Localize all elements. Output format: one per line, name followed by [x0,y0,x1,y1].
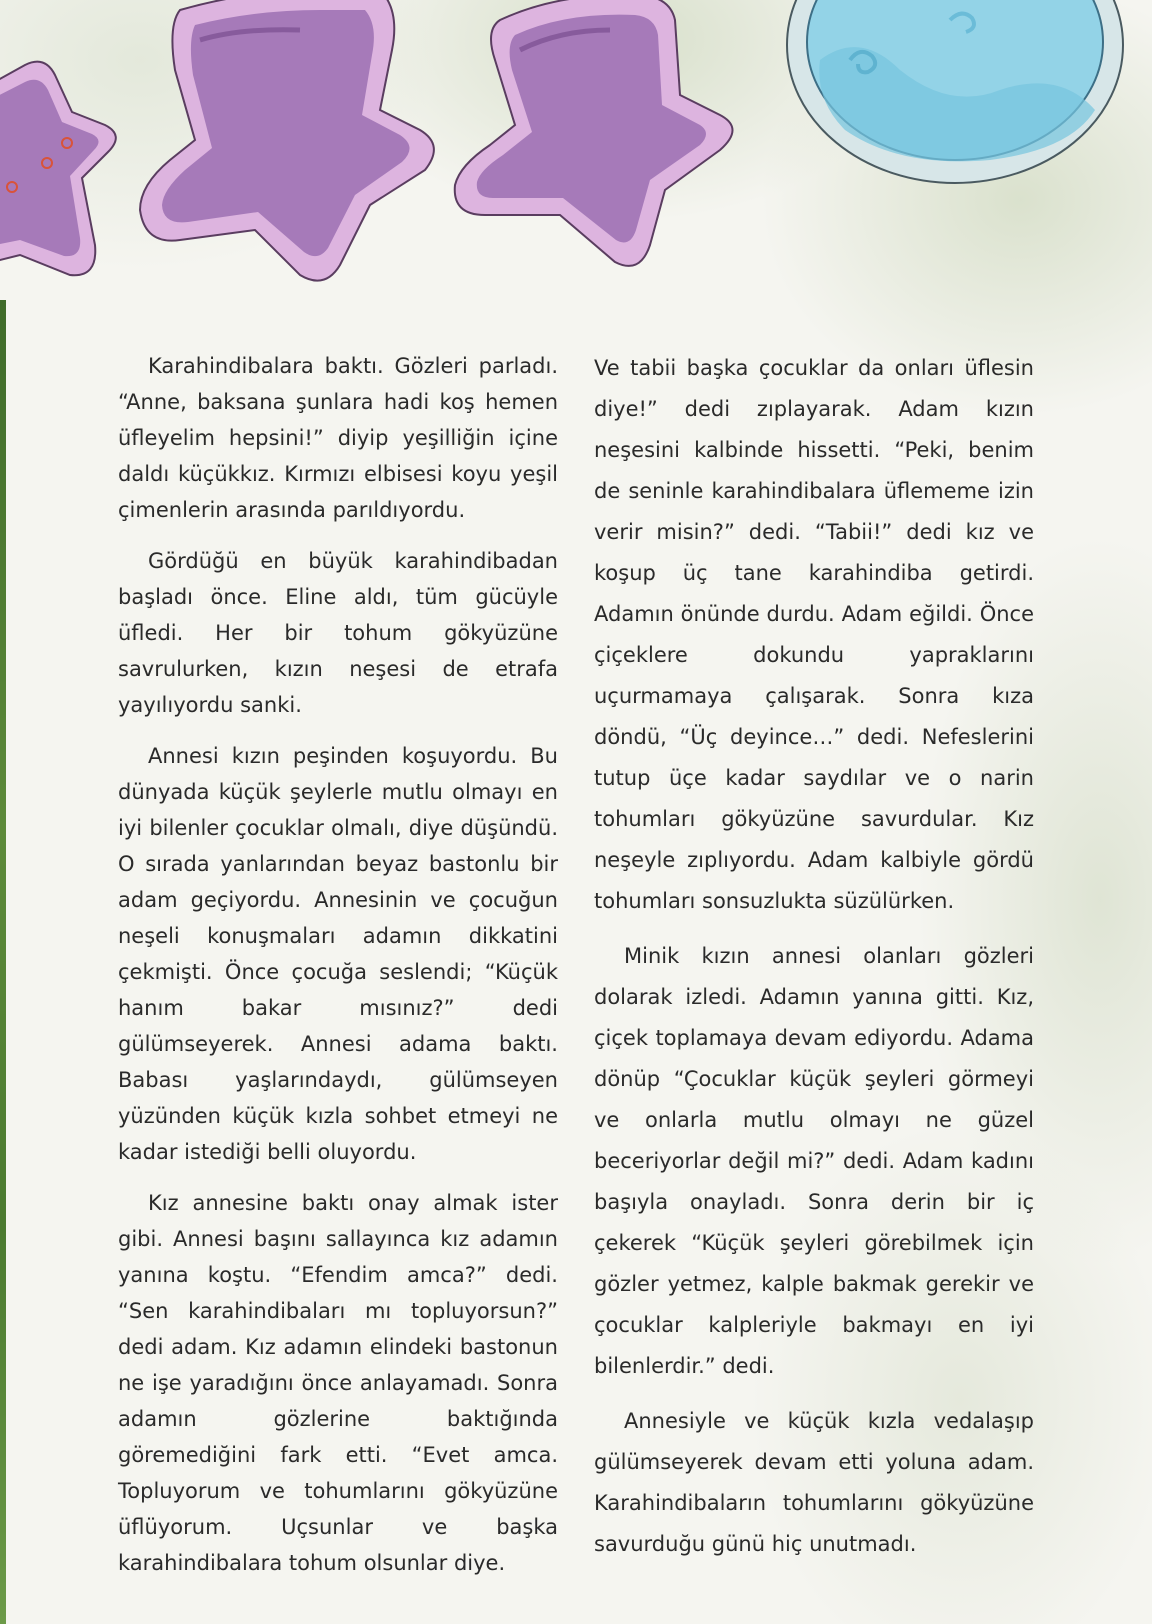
header-decoration [0,0,1152,300]
grass-edge [0,300,6,1624]
story-paragraph: Kız annesine baktı onay almak ister gibi. Annesi başını sallayınca kız adamın yanına koştu. “Efendim amca?” dedi. “Sen karahindibaları mı topluyorsun?” dedi adam. Kız adamın elindeki bastonun ne işe yaradığını önce anlayamadı. Sonra adamın gözlerine baktığında göremediğini fark etti. “Evet amca. Topluyorum ve tohumlarını gökyüzüne üflüyorum. Uçsunlar ve başka karahindibalara tohum olsunlar diye. [118,1191,558,1575]
story-paragraph: Gördüğü en büyük karahindibadan başladı önce. Eline aldı, tüm gücüyle üfledi. Her bir tohum gökyüzüne savrulurken, kızın neşesi de etrafa yayılıyordu sanki. [118,549,558,717]
story-paragraph: Annesi kızın peşinden koşuyordu. Bu dünyada küçük şeylerle mutlu olmayı en iyi bilenler çocuklar olmalı, diye düşündü. O sırada yanlarından beyaz bastonlu bir adam geçiyordu. Annesinin ve çocuğun neşeli konuşmaları adamın dikkatini çekmişti. Önce çocuğa seslendi; “Küçük hanım bakar mısınız?” dedi gülümseyerek. Annesi adama baktı. Babası yaşlarındaydı, gülümseyen yüzünden küçük kızla sohbet etmeyi ne kadar istediği belli oluyordu. [118,744,558,1164]
story-column-left [118,348,558,1596]
story-paragraph: Annesiyle ve küçük kızla vedalaşıp gülümseyerek devam etti yoluna adam. Karahindibaların tohumlarını gökyüzüne savurduğu günü hiç unutmadı. [594,1409,1034,1556]
starfish-icon [140,0,434,281]
story-paragraph: Karahindibalara baktı. Gözleri parladı. “Anne, baksana şunlara hadi koş hemen üfleyelim hepsini!” diyip yeşilliğin içine daldı küçükkız. Kırmızı elbisesi koyu yeşil çimenlerin arasında parıldıyordu. [118,354,558,522]
starfish-icon [0,62,116,276]
story-paragraph: Ve tabii başka çocuklar da onları üflesin diye!” dedi zıplayarak. Adam kızın neşesini kalbinde hissetti. “Peki, benim de seninle karahindibalara üflememe izin verir misin?” dedi. “Tabii!” dedi kız ve koşup üç tane karahindiba getirdi. Adamın önünde durdu. Adam eğildi. Önce çiçeklere dokundu yapraklarını uçurmamaya çalışarak. Sonra kıza döndü, “Üç deyince…” dedi. Nefeslerini tutup üçe kadar saydılar ve o narin tohumları gökyüzüne savurdular. Kız neşeyle zıplıyordu. Adam kalbiyle gördü tohumları sonsuzlukta süzülürken. [594,356,1034,913]
pool-icon [787,0,1123,183]
starfish-icon [455,0,733,266]
story-paragraph: Minik kızın annesi olanları gözleri dolarak izledi. Adamın yanına gitti. Kız, çiçek toplamaya devam ediyordu. Adama dönüp “Çocuklar küçük şeyleri görmeyi ve onlarla mutlu olmayı ne güzel beceriyorlar değil mi?” dedi. Adam kadını başıyla onayladı. Sonra derin bir iç çekerek “Küçük şeyleri görebilmek için gözler yetmez, kalple bakmak gerekir ve çocuklar kalpleriyle bakmayı en iyi bilenlerdir.” dedi. [594,944,1034,1378]
story-column-right [594,348,1034,1579]
